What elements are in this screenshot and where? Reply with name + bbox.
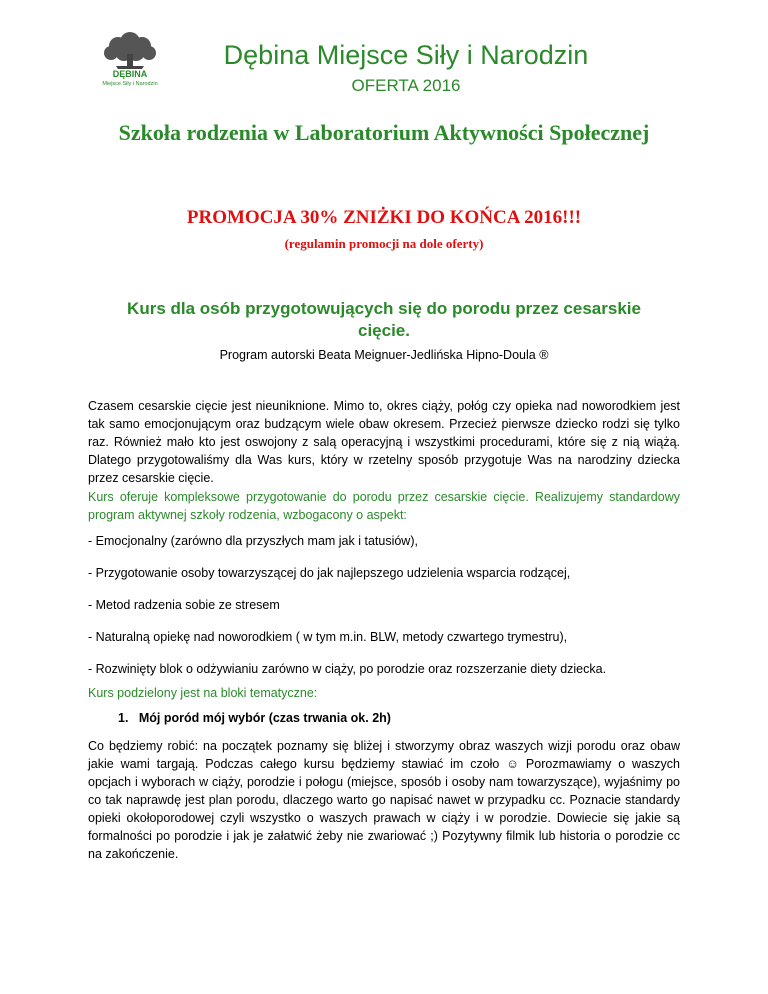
debina-logo: [96, 28, 164, 88]
list-item: - Emocjonalny (zarówno dla przyszłych mam jak i tatusiów),: [88, 534, 418, 548]
offer-intro-paragraph: Kurs oferuje kompleksowe przygotowanie do porodu przez cesarskie cięcie. Realizujemy standardowy program aktywnej szkoły rodzenia, wzbogacony o aspekt:: [88, 490, 680, 522]
list-item: - Metod radzenia sobie ze stresem: [88, 598, 280, 612]
promo-note: (regulamin promocji na dole oferty): [284, 236, 484, 251]
offer-year: OFERTA 2016: [351, 76, 461, 95]
course-author: Program autorski Beata Meignuer-Jedlińska Hipno-Doula ®: [219, 348, 549, 362]
list-item: - Rozwinięty blok o odżywianiu zarówno w ciąży, po porodzie oraz rozszerzanie diety dziecka.: [88, 662, 607, 676]
svg-text:Miejsce Siły i Narodzin: Miejsce Siły i Narodzin: [102, 81, 158, 87]
section-1-body: Co będziemy robić: na początek poznamy się bliżej i stworzymy obraz waszych wizji porodu oraz obaw jakie wami targają. Podczas całego kursu będziemy stawiać im czoło ☺ Porozmawiamy o waszych opcjach i wyborach w ciąży, porodzie i połogu (miejsce, sposób i osoby nam towarzyszące), wyjaśnimy po co tak naprawdę jest plan porodu, dlaczego warto go napisać nawet w przypadku cc. Poznacie standardy opieki okołoporodowej czyli wszystko o waszych prawach w ciąży i w porodzie. Dowiecie się jakie są formalności po porodzie i jak je załatwić żeby nie zwariować ;) Pozytywny filmik lub historia o porodzie cc na zakończenie.: [88, 739, 680, 861]
brand-title: Dębina Miejsce Siły i Narodzin: [223, 40, 589, 70]
course-title: Kurs dla osób przygotowujących się do porodu przez cesarskie cięcie.: [127, 299, 641, 340]
blocks-intro: Kurs podzielony jest na bloki tematyczne:: [88, 686, 318, 700]
list-item: - Naturalną opiekę nad noworodkiem ( w tym m.in. BLW, metody czwartego trymestru),: [88, 630, 568, 644]
school-title: Szkoła rodzenia w Laboratorium Aktywności Społecznej: [118, 120, 650, 145]
tree-logo-icon: [96, 28, 164, 88]
intro-paragraph: Czasem cesarskie cięcie jest nieuniknione. Mimo to, okres ciąży, połóg czy opieka nad noworodkiem jest tak samo emocjonującym oraz budzącym wiele obaw okresem. Przecież pierwsze dziecko rodzi się tylko raz. Również mało kto jest oswojony z salą operacyjną i wszystkimi procedurami, które się z nią wiążą. Dlatego przygotowaliśmy dla Was kurs, który w rzetelny sposób przygotuje Was na narodziny dziecka przez cesarskie cięcie.: [88, 399, 680, 485]
section-1-heading: 1. Mój poród mój wybór (czas trwania ok. 2h): [118, 711, 391, 725]
svg-text:DĘBINA: DĘBINA: [112, 69, 148, 79]
list-item: - Przygotowanie osoby towarzyszącej do jak najlepszego udzielenia wsparcia rodzącej,: [88, 566, 571, 580]
promo-headline: PROMOCJA 30% ZNIŻKI DO KOŃCA 2016!!!: [186, 207, 582, 228]
